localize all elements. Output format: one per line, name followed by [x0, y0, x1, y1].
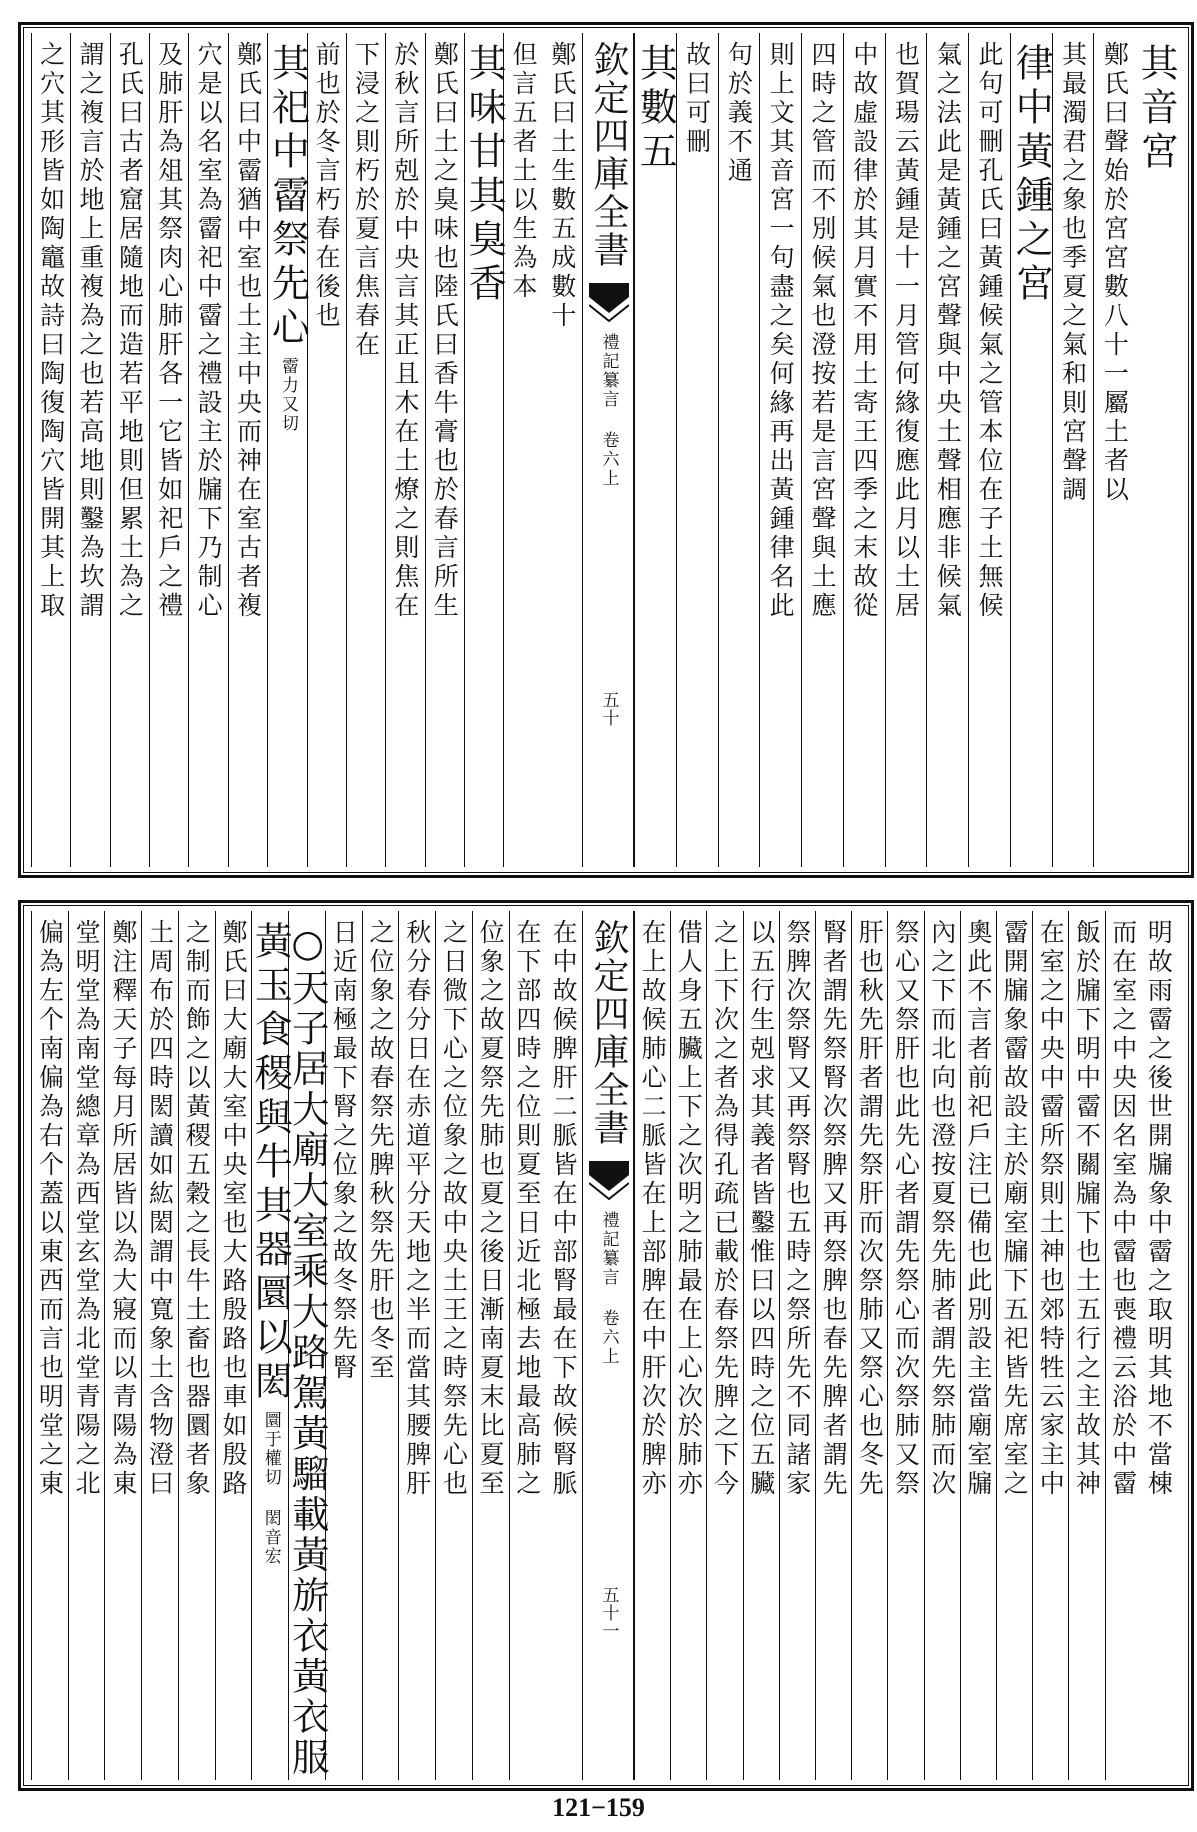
text-column: [885, 33, 927, 867]
commentary-text: 鄭氏曰土之臭味也陸氏曰香牛膏也於春言所生: [430, 41, 460, 621]
text-column: [265, 33, 310, 867]
commentary-text: 此句可刪孔氏曰黃鍾候氣之管本位在子土無候: [975, 41, 1005, 621]
text-column: [104, 911, 141, 1780]
text-column: [1032, 911, 1068, 1780]
text-column: [1068, 911, 1104, 1780]
text-column: [462, 33, 507, 867]
pronunciation-note: 圜于權切 閎音宏: [260, 1411, 281, 1566]
commentary-text: 在中故候脾肝二脈皆在中部腎最在下故候腎脈: [549, 919, 579, 1499]
pronunciation-note: 霤力又切: [277, 357, 298, 433]
top-page-text-area: [31, 33, 1181, 867]
text-column: [1105, 911, 1141, 1780]
text-column: [110, 33, 149, 867]
text-column: [960, 911, 996, 1780]
commentary-text: 之位象之故春祭先脾秋祭先肝也冬至: [365, 919, 395, 1383]
text-column: [248, 911, 293, 1780]
text-column: [285, 911, 330, 1780]
volume-label: 禮記纂言 卷六上: [598, 1211, 619, 1366]
commentary-text: 也賀瑒云黃鍾是十一月管何緣復應此月以土居: [891, 41, 921, 621]
heading-text: 其音宮: [1134, 43, 1179, 175]
commentary-text: 位象之故夏祭先肺也夏之後日漸南夏末比夏至: [476, 919, 506, 1499]
heading-text: 律中黃鍾之宮: [1009, 43, 1054, 307]
commentary-text: 借人身五臟上下之次明之肺最在上心次於肺亦: [674, 919, 704, 1499]
commentary-text: 堂明堂為南堂總章為西堂玄堂為北堂青陽之北: [72, 919, 102, 1499]
text-column: [509, 911, 546, 1780]
text-column: [843, 33, 885, 867]
heading-text: 其祀中霤祭先心: [265, 43, 310, 351]
text-column: [503, 33, 542, 867]
commentary-text: 祭脾次祭腎又再祭腎也五時之祭所先不同諸家: [782, 919, 812, 1499]
collection-title: 欽定四庫全書: [588, 41, 629, 269]
fishtail-mark-icon: [589, 1161, 629, 1201]
commentary-text: 在室之中央中霤所祭則土神也郊特牲云家主中: [1036, 919, 1066, 1499]
commentary-text: 鄭氏曰土生數五成數十: [547, 41, 577, 331]
commentary-text: 及肺肝為俎其祭肉心肺肝各一它皆如祀戶之禮: [154, 41, 184, 621]
text-column: [188, 33, 227, 867]
commentary-text: 其最濁君之象也季夏之氣和則宮聲調: [1058, 41, 1088, 505]
commentary-text: 奧此不言者前祀戶注已備也此別設主當廟室牖: [963, 919, 993, 1499]
text-column: [887, 911, 923, 1780]
text-column: [398, 911, 435, 1780]
commentary-text: 霤開牖象霤故設主於廟室牖下五祀皆先席室之: [1000, 919, 1030, 1499]
commentary-text: 秋分春分日在赤道平分天地之半而當其腰脾肝: [402, 919, 432, 1499]
text-column: [670, 911, 706, 1780]
text-column: [149, 33, 188, 867]
text-column: [178, 911, 215, 1780]
text-column: [1010, 33, 1052, 867]
commentary-text: 之日微下心之位象之故中央土王之時祭先心也: [439, 919, 469, 1499]
commentary-text: 於秋言所剋於中央言其正且木在土燎之則焦在: [390, 41, 420, 621]
text-column: [215, 911, 252, 1780]
text-column: [718, 33, 760, 867]
commentary-text: 在上故候肺心二脈皆在上部脾在中肝次於脾亦: [638, 919, 668, 1499]
text-column: [141, 911, 178, 1780]
commentary-text: 祭心又祭肝也此先心者謂先祭心而次祭肺又祭: [891, 919, 921, 1499]
commentary-text: 鄭氏曰大廟大室中央室也大路殷路也車如殷路: [219, 919, 249, 1499]
commentary-text: 以五行生剋求其義者皆鑿惟曰以四時之位五臟: [746, 919, 776, 1499]
text-column: [325, 911, 362, 1780]
text-column: [996, 911, 1032, 1780]
text-column: [851, 911, 887, 1780]
commentary-text: 肝也秋先肝者謂先祭肝而次祭肺又祭心也冬先: [855, 919, 885, 1499]
heading-text: 黃玉食稷與牛其器圜以閎: [248, 921, 293, 1405]
commentary-text: 鄭注釋天子每月所居皆以為大寢而以青陽為東: [108, 919, 138, 1499]
text-column: [1093, 33, 1135, 867]
commentary-text: 明故雨霤之後世開牖象中霤之取明其地不當棟: [1144, 919, 1174, 1499]
bottom-page-text-area: [31, 911, 1181, 1780]
text-column: [435, 911, 472, 1780]
text-column: [924, 911, 960, 1780]
text-column: [1052, 33, 1094, 867]
center-fold-band: [582, 33, 634, 867]
text-column: [68, 911, 105, 1780]
commentary-text: 內之下而北向也澄按夏祭先肺者謂先祭肺而次: [927, 919, 957, 1499]
folio-number: 五十: [598, 691, 619, 727]
collection-title: 欽定四庫全書: [588, 919, 629, 1147]
commentary-text: 偏為左个南偏為右个蓋以東西而言也明堂之東: [35, 919, 65, 1499]
commentary-text: 鄭氏曰中霤猶中室也土主中央而神在室古者複: [233, 41, 263, 621]
commentary-text: 前也於冬言朽春在後也: [312, 41, 342, 331]
text-column: [743, 911, 779, 1780]
text-column: [543, 33, 582, 867]
text-column: [801, 33, 843, 867]
text-column: [346, 33, 385, 867]
commentary-text: 飯於牖下明中霤不關牖下也土五行之主故其神: [1072, 919, 1102, 1499]
commentary-text: 下浸之則朽於夏言焦春在: [351, 41, 381, 360]
page-code: 121−159: [552, 1793, 645, 1822]
commentary-text: 氣之法此是黃鍾之宮聲與中央土聲相應非候氣: [933, 41, 963, 621]
text-column: [385, 33, 424, 867]
fishtail-mark-icon: [589, 283, 629, 323]
center-fold-band: [582, 911, 634, 1780]
text-column: [31, 33, 70, 867]
commentary-text: 謂之複言於地上重複為之也若高地則鑿為坎謂: [76, 41, 106, 621]
text-column: [634, 33, 676, 867]
heading-text: 其味甘其臭香: [462, 43, 507, 307]
commentary-text: 而在室之中央因名室為中霤也喪禮云浴於中霤: [1108, 919, 1138, 1499]
commentary-text: 之制而飾之以黃稷五穀之長牛土畜也器圜者象: [182, 919, 212, 1499]
commentary-text: 土周布於四時閎讀如紘閎謂中寬象土含物澄曰: [145, 919, 175, 1499]
commentary-text: 故曰可刪: [682, 41, 712, 157]
commentary-text: 孔氏曰古者窟居隨地而造若平地則但累土為之: [115, 41, 145, 621]
commentary-text: 之穴其形皆如陶竈故詩曰陶復陶穴皆開其上取: [36, 41, 66, 621]
commentary-text: 句於義不通: [724, 41, 754, 186]
commentary-text: 之上下次之者為得孔疏已載於春祭先脾之下今: [710, 919, 740, 1499]
text-column: [70, 33, 109, 867]
text-column: [815, 911, 851, 1780]
text-column: [362, 911, 399, 1780]
text-column: [31, 911, 68, 1780]
commentary-text: 中故虛設律於其月實不用土寄王四季之末故從: [849, 41, 879, 621]
commentary-text: 日近南極最下腎之位象之故冬祭先腎: [329, 919, 359, 1383]
heading-text: 其數五: [633, 43, 678, 175]
folio-number: 五十一: [598, 1586, 619, 1640]
commentary-text: 在下部四時之位則夏至日近北極去地最高肺之: [512, 919, 542, 1499]
top-page: [18, 22, 1194, 878]
text-column: [472, 911, 509, 1780]
commentary-text: 腎者謂先祭腎次祭脾又再祭脾也春先脾者謂先: [819, 919, 849, 1499]
text-column: [759, 33, 801, 867]
text-column: [779, 911, 815, 1780]
bottom-page: [18, 900, 1194, 1791]
commentary-text: 則上文其音宮一句盡之矣何緣再出黃鍾律名此: [766, 41, 796, 621]
text-column: [926, 33, 968, 867]
commentary-text: 但言五者土以生為本: [508, 41, 538, 302]
text-column: [634, 911, 670, 1780]
text-column: [968, 33, 1010, 867]
heading-text: ○天子居大廟大室乘大路駕黃騮載黃旂衣黃衣服: [285, 921, 330, 1778]
text-column: [307, 33, 346, 867]
commentary-text: 四時之管而不別候氣也澄按若是言宮聲與土應: [807, 41, 837, 621]
text-column: [706, 911, 742, 1780]
text-column: [545, 911, 582, 1780]
volume-label: 禮記纂言 卷六上: [598, 333, 619, 488]
text-column: [1141, 911, 1177, 1780]
text-column: [228, 33, 267, 867]
commentary-text: 鄭氏曰聲始於宮宮數八十一屬土者以: [1100, 41, 1130, 505]
text-column: [676, 33, 718, 867]
text-column: [425, 33, 464, 867]
commentary-text: 穴是以名室為霤祀中霤之禮設主於牖下乃制心: [194, 41, 224, 621]
text-column: [1135, 33, 1177, 867]
